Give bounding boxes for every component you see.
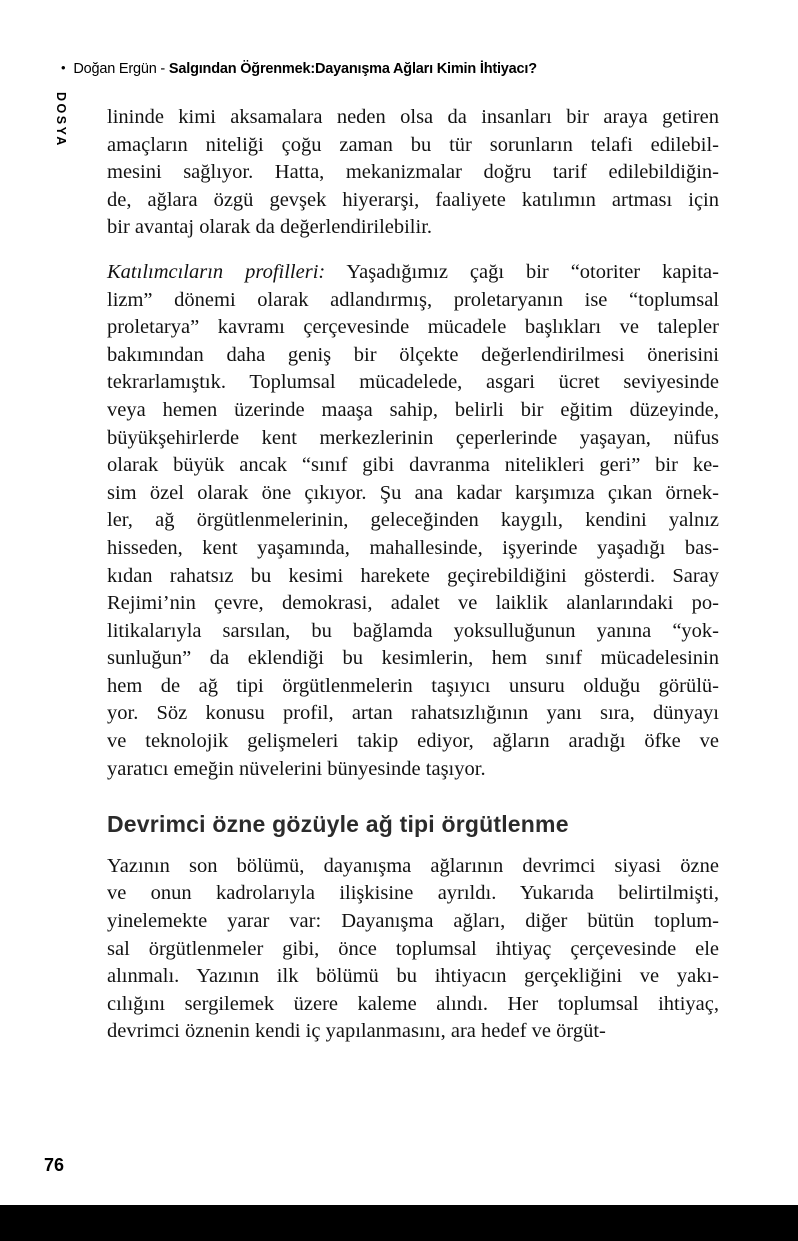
section-heading: Devrimci özne gözüyle ağ tipi örgütlenme xyxy=(107,811,569,838)
text-line: Yazının son bölümü, dayanışma ağlarının devrimci siyasi özne xyxy=(107,854,719,877)
text-line: sim özel olarak öne çıkıyor. Şu ana kadar karşımıza çıkan örnek- xyxy=(107,481,719,504)
text-line: olarak büyük ancak “sınıf gibi davranma nitelikleri geri” bir ke- xyxy=(107,454,719,477)
body-text xyxy=(107,104,719,1063)
paragraph-2-italic-lead: Katılımcıların profilleri: xyxy=(107,260,326,283)
bullet-icon: • xyxy=(61,60,66,75)
text-line: yor. Söz konusu profil, artan rahatsızlığının yanı sıra, dünyayı xyxy=(107,702,719,725)
text-line: de, ağlara özgü gevşek hiyerarşi, faaliyete katılımın artması için xyxy=(107,188,719,211)
header-text xyxy=(73,61,537,77)
header-author: Doğan Ergün - xyxy=(73,61,169,77)
text-line: yinelemekte yarar var: Dayanışma ağları, diğer bütün toplum- xyxy=(107,910,719,933)
text-line: proletarya” kavramı çerçevesinde mücadele başlıkları ve talepler xyxy=(107,316,719,339)
text-line: mesini sağlıyor. Hatta, mekanizmalar doğru tarif edilebildiğin- xyxy=(107,161,719,184)
text-line: lizm” dönemi olarak adlandırmış, proletaryanın ise “toplumsal xyxy=(107,288,719,311)
text-line: ve onun kadrolarıyla ilişkisine ayrıldı. Yukarıda belirtilmişti, xyxy=(107,882,719,905)
text-line: ve teknolojik gelişmeleri takip ediyor, ağların aradığı öfke ve xyxy=(107,730,719,753)
footer-bar xyxy=(0,1205,798,1241)
text-line: büyükşehirlerde kent merkezlerinin çeperlerinde yaşayan, nüfus xyxy=(107,426,719,449)
header-title: Salgından Öğrenmek:Dayanışma Ağları Kimin İhtiyacı? xyxy=(168,61,537,77)
text-line: sal örgütlenmeler gibi, önce toplumsal ihtiyaç çerçevesinde ele xyxy=(107,937,719,960)
paragraph-2-first-line-rest: Yaşadığımız çağı bir “otoriter kapita- xyxy=(325,260,719,283)
text-line: sunluğun” da eklendiği bu kesimlerin, hem sınıf mücadelesinin xyxy=(107,647,719,670)
text-line: bir avantaj olarak da değerlendirilebilir. xyxy=(107,216,433,239)
text-line: litikalarıyla sarsılan, bu bağlamda yoksulluğunun yanına “yok- xyxy=(107,619,719,642)
text-line: tekrarlamıştık. Toplumsal mücadelede, asgari ücret seviyesinde xyxy=(107,371,719,394)
text-line: cılığını sergilemek üzere kaleme alındı. Her toplumsal ihtiyaç, xyxy=(107,992,719,1015)
page-number: 76 xyxy=(44,1155,65,1175)
paragraph-2 xyxy=(107,259,719,783)
text-line xyxy=(107,259,719,287)
text-line: lininde kimi aksamalara neden olsa da insanları bir araya getiren xyxy=(107,106,719,128)
paragraph-3 xyxy=(107,853,719,1046)
text-line: hisseden, kent yaşamında, mahallesinde, işyerinde yaşadığı bas- xyxy=(107,536,719,559)
running-header xyxy=(61,61,537,77)
text-line: amaçların niteliği çoğu zaman bu tür sorunların telafi edilebil- xyxy=(107,133,719,156)
text-line: hem de ağ tipi örgütlenmelerin taşıyıcı unsuru olduğu görülü- xyxy=(107,674,719,697)
text-line: ler, ağ örgütlenmelerinin, geleceğinden kaygılı, kendini yalnız xyxy=(107,509,719,532)
text-line: bakımından daha geniş bir ölçekte değerlendirilmesi önerisini xyxy=(107,343,719,366)
text-line: alınmalı. Yazının ilk bölümü bu ihtiyacın gerçekliğini ve yakı- xyxy=(107,965,719,988)
text-line: veya hemen üzerinde maaşa sahip, belirli bir eğitim düzeyinde, xyxy=(107,398,719,421)
text-line: yaratıcı emeğin nüvelerini bünyesinde taşıyor. xyxy=(107,757,486,780)
text-line: Rejimi’nin çevre, demokrasi, adalet ve laiklik alanlarındaki po- xyxy=(107,592,719,615)
text-line: kıdan rahatsız bu kesimi harekete geçirebildiğini gösterdi. Saray xyxy=(107,564,719,587)
side-label-dosya: DOSYA xyxy=(54,92,68,148)
text-line: devrimci öznenin kendi iç yapılanmasını, ara hedef ve örgüt- xyxy=(107,1020,606,1043)
paragraph-1 xyxy=(107,104,719,242)
